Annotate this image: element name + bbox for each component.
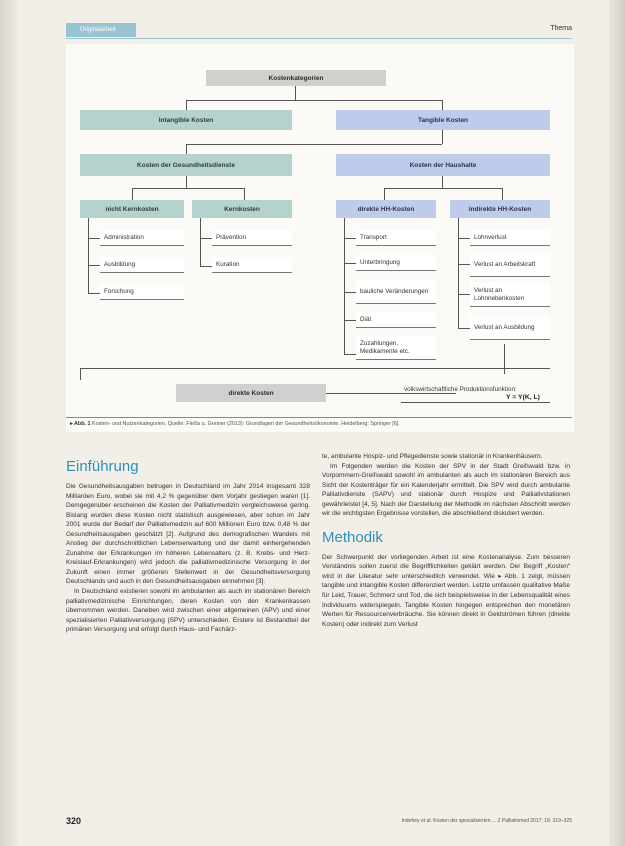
box-core-costs: Kernkosten xyxy=(192,200,292,218)
right-paragraph-2: Im Folgenden werden die Kosten der SPV in der Stadt Greifswald bzw. in Vorpommern-Greifswald sowohl im ambulanten als auch im stationären Bereich aus Sicht der Kostenträger für ein Kalenderjahr ermittelt. Die SPV wird durch ambulante Palliativdienste (SAPV) und stationär durch Hospize und Palliativstationen gewährleistet [4, 5]. Nach der Darstellung der Methodik im nächsten Abschnitt werden wir die wichtigsten Ergebnisse vorstellen, die abschließend diskutiert werden. xyxy=(322,462,570,518)
leaf-curation: Kuration xyxy=(212,257,292,273)
box-cost-categories: Kostenkategorien xyxy=(206,70,386,86)
box-direct-household-costs: direkte HH-Kosten xyxy=(336,200,436,218)
method-paragraph: Der Schwerpunkt der vorliegenden Arbeit ist eine Kostenanalyse. Zum besseren Verständnis sollen zuerst die Begrifflichkeiten geklärt werden. Der Begriff „Kosten“ wird in der Literatur sehr unterschiedlich verwendet. Wie ▸ Abb. 1 zeigt, müssen tangible und intangible Kosten differenziert werden. Letzte umfassen qualitative Maße für Leid, Trauer, Schmerz und Tod, die sich beispielsweise in der Lebensqualität eines Individuums widerspiegeln. Tangible Kosten hingegen entsprechen den monetären Werten für Ressourcenverbräuche. Sie können direkt in Geldströmen führen (direkte Kosten) oder indirekt zum Verlust xyxy=(322,553,570,628)
leaf-transport: Transport xyxy=(356,230,436,246)
intro-paragraph-2: In Deutschland existieren sowohl im ambulanten als auch im stationären Bereich palliativmedizinische Einrichtungen, deren Kosten von den Krankenkassen übernommen werden. Daneben wird zwischen einer allgemeinen (APV) und einer spezialisierten Palliativversorgung (SPV) unterschieden. Erstere ist Bestandteil der primären Versorgung und erfolgt durch Haus- und Fachärz- xyxy=(66,588,310,634)
econ-production-label: volkswirtschaftliche Produktionsfunktion: xyxy=(404,386,517,393)
heading-introduction: Einführung xyxy=(66,458,139,475)
box-intangible-costs: Intangible Kosten xyxy=(80,110,292,130)
left-column xyxy=(66,452,310,635)
leaf-prevention: Prävention xyxy=(212,230,292,246)
box-indirect-household-costs: indirekte HH-Kosten xyxy=(450,200,550,218)
page-number: 320 xyxy=(66,816,82,826)
caption-text: Kosten- und Nutzenkategorien. Quelle: Fleßa u. Greiner (2013): Grundlagen der Gesundheitsökonomie. Heidelberg: Springer [6]. xyxy=(91,421,400,427)
heading-methodology: Methodik xyxy=(322,528,383,546)
intro-paragraph-1: Die Gesundheitsausgaben betrugen in Deutschland im Jahr 2014 insgesamt 328 Milliarden Euro, wobei sie mit 4,2 % gegenüber dem Vorjahr gestiegen waren [1]. Demgegenüber erscheinen die Kosten der Palliativmedizin vergleichsweise gering. Bislang wurden diese Kosten nicht statistisch ausgewiesen, aber schon im Jahr 2001 wurde der Bedarf der Palliativmedizin auf 600 Millionen Euro bzw. 0,48 % der Gesundheitsausgaben geschätzt [2]. Aufgrund des demografischen Wandels mit Anstieg der durchschnittlichen Lebenserwartung und der damit einhergehenden Zunahme der Erkrankungen im höheren Lebensalters (z. B. Krebs- und Herz-Kreislauf-Erkrankungen) wird jedoch die palliativmedizinische Versorgung in der Zukunft einen immer größeren Stellenwert in der Gesundheitsversorgung Deutschlands und auch in den Gesundheitsausgaben einnehmen [3]. xyxy=(66,483,310,586)
production-formula: Y = Y(K, L) xyxy=(506,394,540,401)
leaf-accommodation: Unterbringung xyxy=(356,255,436,271)
leaf-ancillary-wage-loss: Verlust an Lohnnebenkosten xyxy=(470,283,550,307)
right-column xyxy=(322,452,570,629)
figure-caption xyxy=(70,421,570,427)
caption-rule xyxy=(66,417,572,418)
leaf-diet: Diät xyxy=(356,312,436,328)
leaf-education-loss: Verlust an Ausbildung xyxy=(470,316,550,340)
rubric-label: Thema xyxy=(550,25,572,32)
right-paragraph-1: te, ambulante Hospiz- und Pflegedienste sowie stationär in Krankenhäusern. xyxy=(322,453,543,460)
leaf-structural-changes: bauliche Veränderungen xyxy=(356,280,436,304)
leaf-wage-loss: Lohnverlust xyxy=(470,230,550,246)
box-health-services-costs: Kosten der Gesundheitsdienste xyxy=(80,154,292,176)
cost-category-figure xyxy=(66,44,574,432)
box-direct-costs: direkte Kosten xyxy=(176,384,326,402)
box-household-costs: Kosten der Haushalte xyxy=(336,154,550,176)
section-tag: Originalarbeit xyxy=(66,23,136,37)
leaf-administration: Administration xyxy=(100,230,184,246)
box-non-core-costs: nicht Kernkosten xyxy=(80,200,184,218)
header-rule xyxy=(66,38,572,39)
leaf-labor-loss: Verlust an Arbeitskraft xyxy=(470,253,550,277)
box-tangible-costs: Tangible Kosten xyxy=(336,110,550,130)
leaf-research: Forschung xyxy=(100,284,184,300)
leaf-education: Ausbildung xyxy=(100,257,184,273)
footer-reference: Indefrey et al. Kosten der spezialisierten ... Z Palliativmed 2017; 18: 319–325 xyxy=(401,818,572,824)
leaf-copayments: Zuzahlungen, Medikamente etc. xyxy=(356,336,436,360)
caption-label: ▸ Abb. 1 xyxy=(70,421,91,427)
